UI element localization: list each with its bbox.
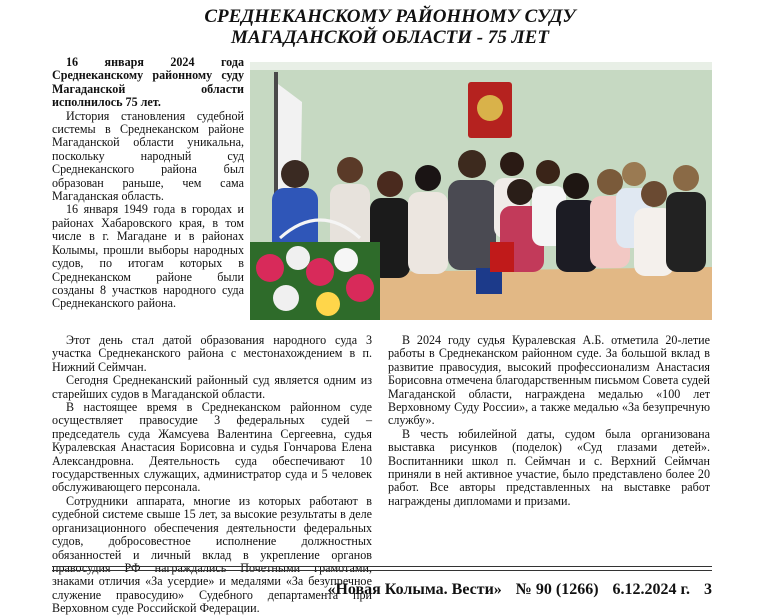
- article-paragraph: 16 января 1949 года в городах и районах Хабаровского края, в том числе в г. Магадане и в районах Колымы, прошли выборы народных судов, по итогам которых в Среднеканском районе были созданы 8 участков народного суда Среднеканского района.: [52, 202, 244, 311]
- headline-line-1: СРЕДНЕКАНСКОМУ РАЙОННОМУ СУДУ: [204, 6, 576, 27]
- article-column-left: [52, 56, 244, 311]
- newspaper-name: «Новая Колыма. Вести»: [327, 581, 502, 598]
- page-number: 3: [704, 581, 712, 598]
- page-footer: [52, 581, 712, 599]
- article-paragraph: Сегодня Среднеканский районный суд является одним из старейших судов в Магаданской области.: [52, 373, 372, 401]
- article-column-middle: [52, 334, 372, 616]
- article-column-right: [388, 334, 710, 508]
- footer-divider: [52, 570, 712, 571]
- group-photo: [250, 62, 712, 320]
- article-lead: 16 января 2024 года Среднеканскому районному суду Магаданской области исполнилось 75 лет.: [52, 55, 244, 110]
- article-paragraph: Этот день стал датой образования народного суда 3 участка Среднеканского района с местонахождением в п. Нижний Сеймчан.: [52, 333, 372, 374]
- article-paragraph: В настоящее время в Среднеканском районном суде осуществляет правосудие 3 федеральных судей – председатель суда Жамсуева Валентина Сергеевна, судья Куралевская Анастасия Борисовна и судья Гончарова Елена Александровна. Деятельность суда обеспечивают 10 государственных служащих, администратор суда и 5 человек обслуживающего персонала.: [52, 400, 372, 495]
- footer-divider: [52, 566, 712, 567]
- headline-line-2: МАГАДАНСКОЙ ОБЛАСТИ - 75 ЛЕТ: [231, 27, 549, 48]
- issue-number: № 90 (1266): [515, 581, 599, 598]
- article-paragraph: В честь юбилейной даты, судом была организована выставка рисунков (поделок) «Суд глазами детей». Воспитанники школ п. Сеймчан и с. Верхний Сеймчан приняли в ней активное участие, было представлено более 20 работ. Все авторы представленных на выставке работ награждены дипломами и призами.: [388, 426, 710, 508]
- article-paragraph: История становления судебной системы в Среднеканском районе Магаданской области уникальна, поскольку народный суд Среднеканского района был образован раньше, чем сама Магаданская область.: [52, 108, 244, 204]
- article-paragraph: В 2024 году судья Куралевская А.Б. отметила 20-летие работы в Среднеканском районном суде. За большой вклад в развитие правосудия, высокий профессионализм Анастасия Борисовна отмечена благодарственным письмом Совета судей Магаданской области, награждена медалью «100 лет Верховному Суду России», а также медалью «За безупречную службу».: [388, 333, 710, 428]
- article-paragraph: Сотрудники аппарата, многие из которых работают в судебной системе свыше 15 лет, за высокие результаты в деле организационного обеспечения деятельности федеральных судов, добросовестное исполнение должностных обязанностей и личный вклад в укрепление органов правосудия РФ награждались Почетными грамотами, знаками отличия «За усердие» и медалями «За безупречное служение правосудию» Судебного департамента при Верховном суде Российской Федерации.: [52, 493, 372, 616]
- issue-date: 6.12.2024 г.: [612, 581, 690, 598]
- headline: [0, 6, 780, 48]
- group-photo-illustration: [250, 62, 712, 320]
